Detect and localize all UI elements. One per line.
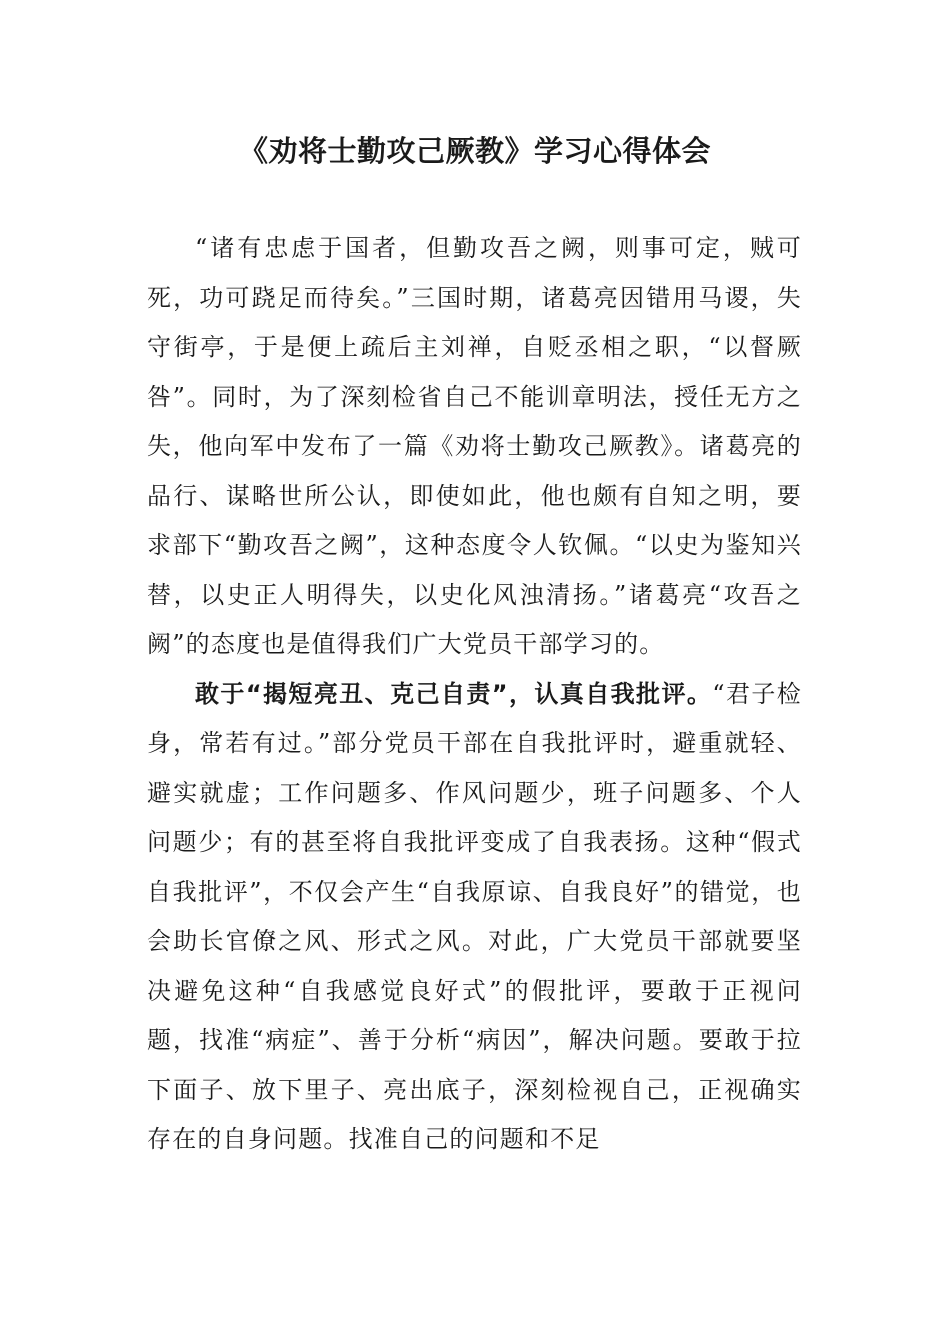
paragraph-self-criticism-text: “君子检身，常若有过。”部分党员干部在自我批评时，避重就轻、避实就虚；工作问题多、作风问题少，班子问题多、个人问题少；有的甚至将自我批评变成了自我表扬。这种“假式自我批评”，不仅会产生“自我原谅、自我良好”的错觉，也会助长官僚之风、形式之风。对此，广大党员干部就要坚决避免这种“自我感觉良好式”的假批评，要敢于正视问题，找准“病症”、善于分析“病因”，解决问题。要敢于拉下面子、放下里子、亮出底子，深刻检视自己，正视确实存在的自身问题。找准自己的问题和不足 [147,679,802,1153]
paragraph-intro [147,224,802,670]
paragraph-intro-text: “诸有忠虑于国者，但勤攻吾之阙，则事可定，贼可死，功可跷足而待矣。”三国时期，诸葛亮因错用马谡，失守街亭，于是便上疏后主刘禅，自贬丞相之职，“以督厥咎”。同时，为了深刻检省自己不能训章明法，授任无方之失，他向军中发布了一篇《劝将士勤攻己厥教》。诸葛亮的品行、谋略世所公认，即使如此，他也颇有自知之明，要求部下“勤攻吾之阙”，这种态度令人钦佩。“以史为鉴知兴替，以史正人明得失，以史化风浊清扬。”诸葛亮“攻吾之阙”的态度也是值得我们广大党员干部学习的。 [147,234,802,658]
document-title: 《劝将士勤攻己厥教》学习心得体会 [238,134,711,168]
paragraph-self-criticism-lead: 敢于“揭短亮丑、克己自责”，认真自我批评。 [195,679,713,708]
paragraph-self-criticism [147,670,802,1165]
document-body [147,224,802,1165]
